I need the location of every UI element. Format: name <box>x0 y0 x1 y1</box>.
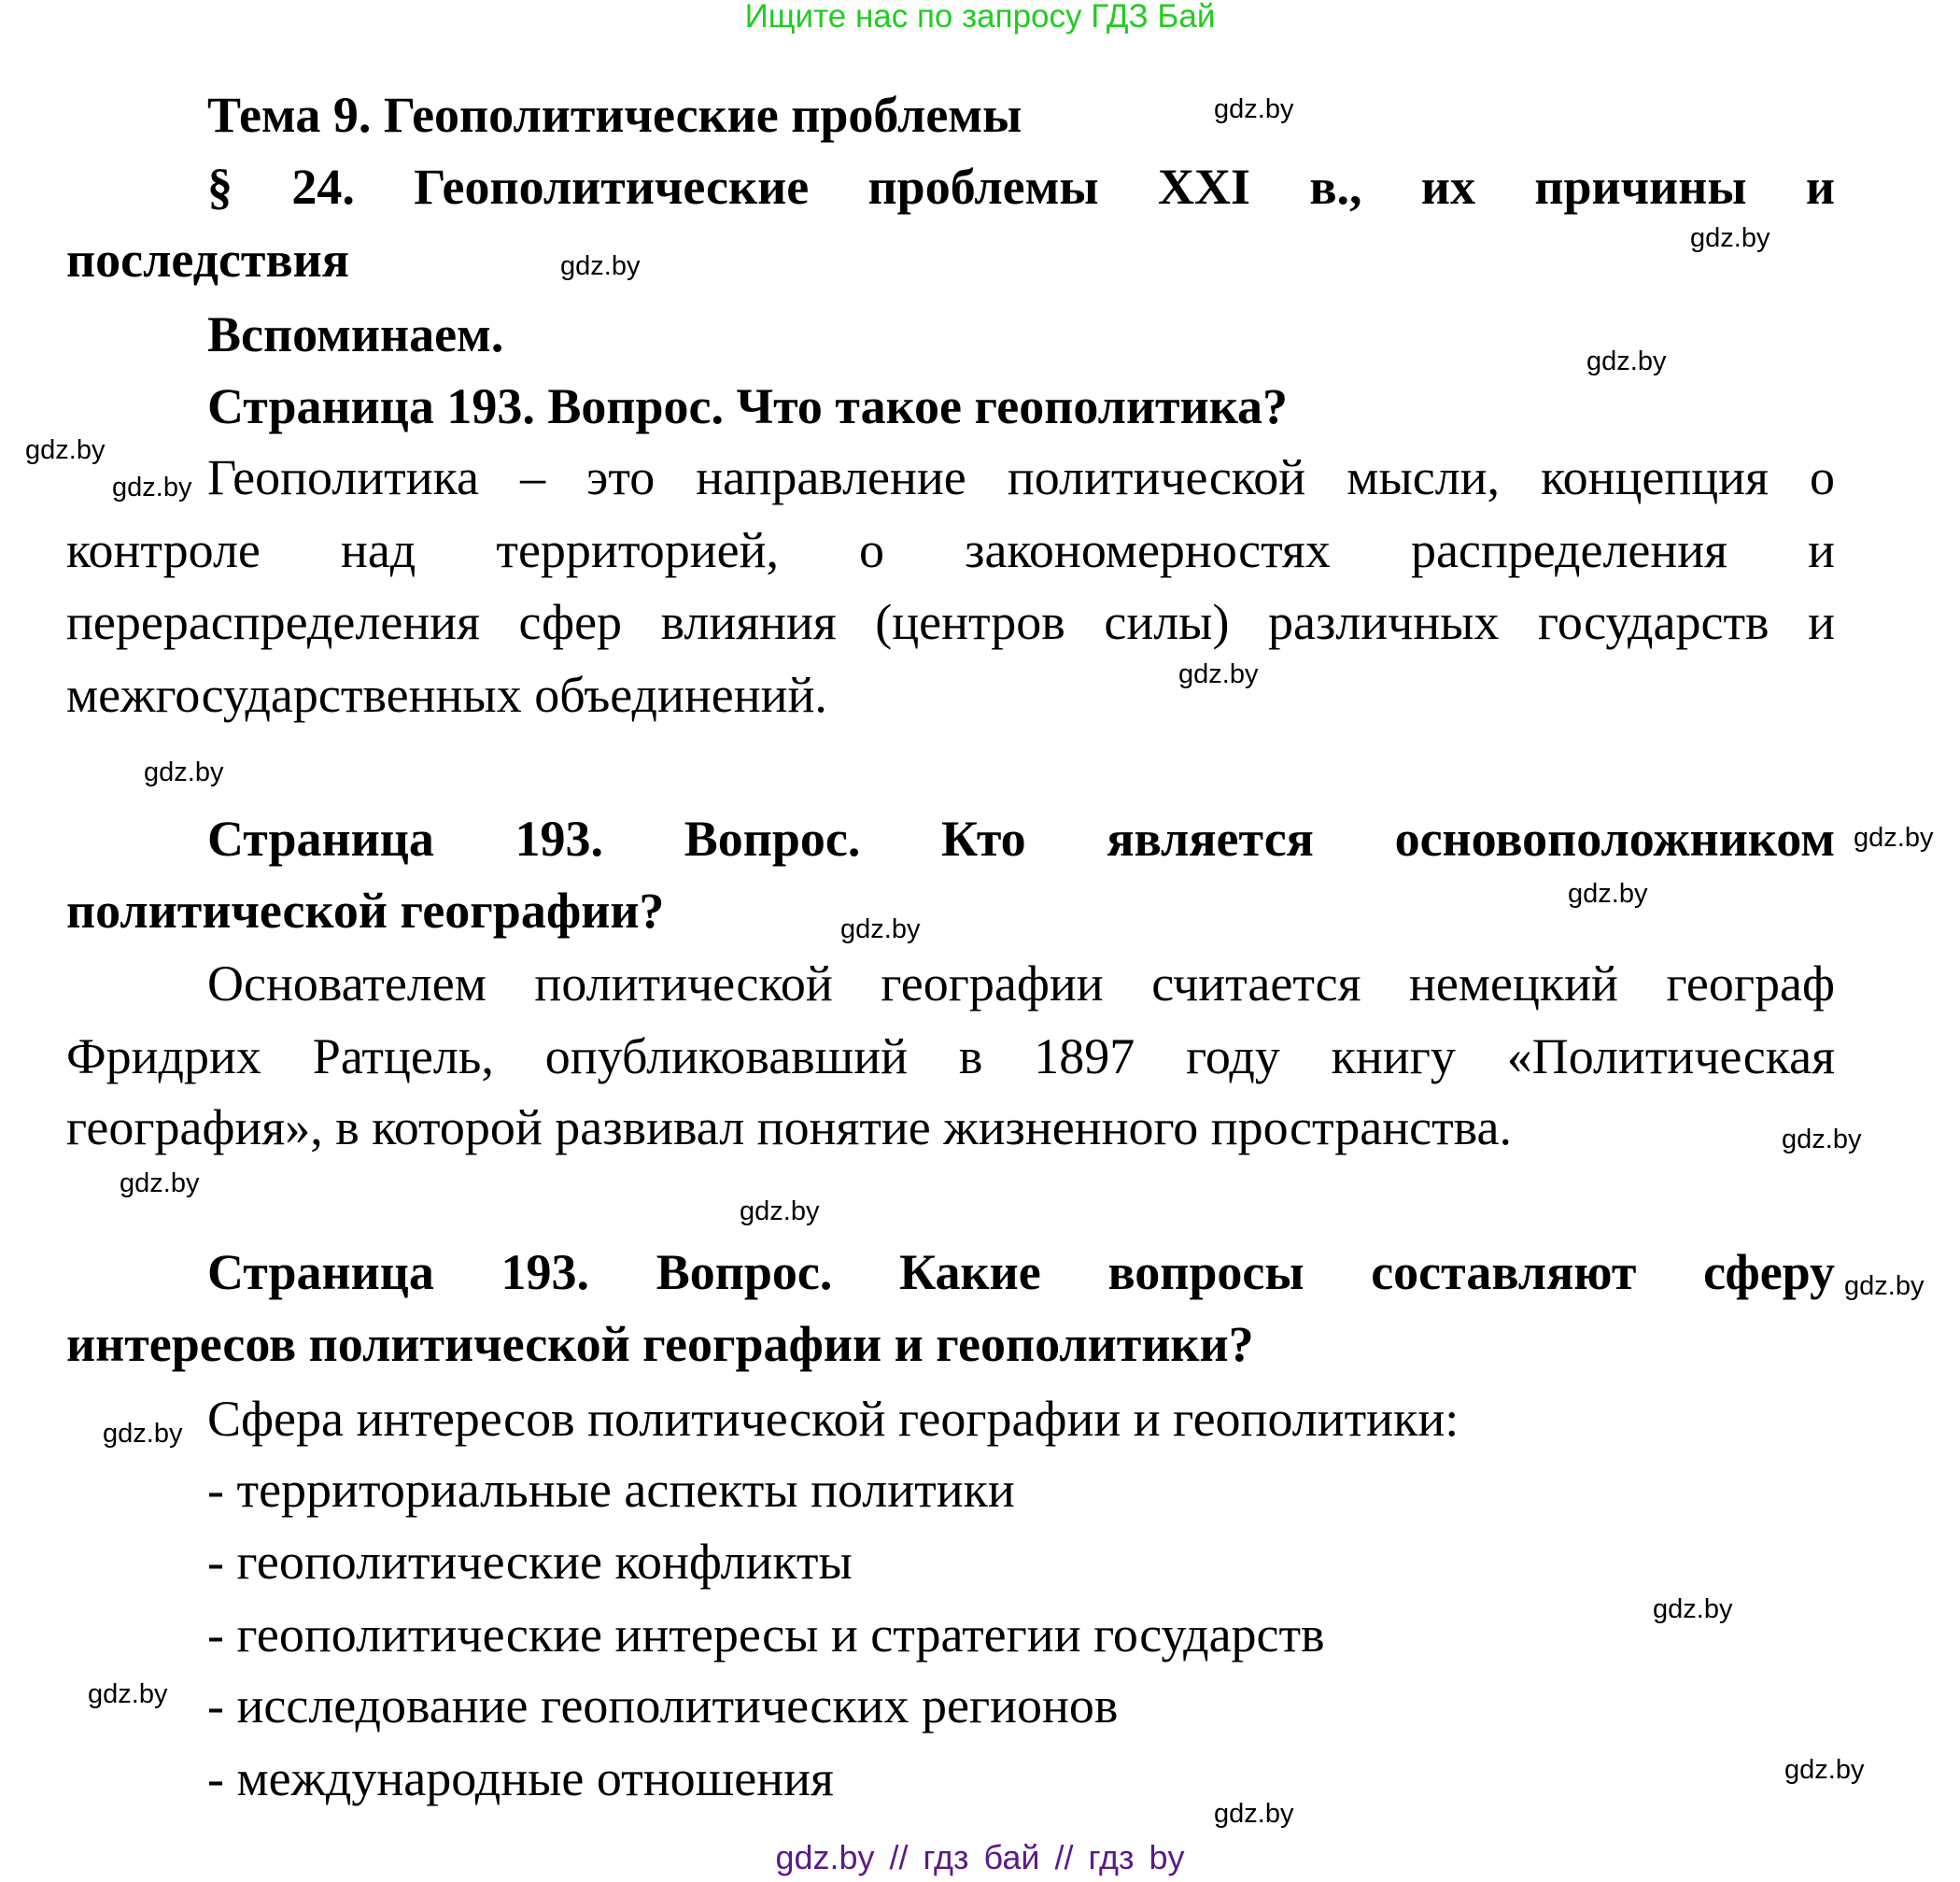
topic-title: Тема 9. Геополитические проблемы <box>207 87 1022 143</box>
watermark: gdz.by <box>1568 879 1648 909</box>
list-item: - территориальные аспекты политики <box>207 1462 1015 1518</box>
answer-3-intro: Сфера интересов политической географии и геополитики: <box>207 1391 1459 1447</box>
watermark: gdz.by <box>112 473 192 502</box>
answer-2-line: география», в которой развивал понятие жизненного пространства. <box>66 1099 1512 1155</box>
question-1: Страница 193. Вопрос. Что такое геополитика? <box>207 378 1288 434</box>
answer-2-line: Фридрих Ратцель, опубликовавший в 1897 году книгу «Политическая <box>66 1028 1835 1084</box>
answer-1-line: межгосударственных объединений. <box>66 667 827 723</box>
answer-1-line: перераспределения сфер влияния (центров силы) различных государств и <box>66 594 1835 650</box>
watermark: gdz.by <box>88 1679 168 1709</box>
section-title-line-1: § 24. Геополитические проблемы XXI в., их причины и <box>207 159 1835 215</box>
watermark: gdz.by <box>1784 1755 1865 1785</box>
answer-1-line: Геополитика – это направление политической мысли, концепция о <box>207 449 1835 505</box>
watermark: gdz.by <box>1690 223 1770 253</box>
list-item: - геополитические конфликты <box>207 1534 853 1590</box>
watermark: gdz.by <box>740 1196 820 1226</box>
watermark: gdz.by <box>120 1168 200 1198</box>
watermark: gdz.by <box>144 757 224 787</box>
recall-heading: Вспоминаем. <box>207 306 504 362</box>
question-2-line: Страница 193. Вопрос. Кто является основоположником <box>207 811 1835 867</box>
watermark: gdz.by <box>1844 1271 1925 1301</box>
watermark: gdz.by <box>1586 347 1667 376</box>
watermark: gdz.by <box>1854 823 1934 853</box>
list-item: - геополитические интересы и стратегии государств <box>207 1606 1325 1663</box>
watermark: gdz.by <box>103 1419 183 1449</box>
watermark: gdz.by <box>25 435 106 465</box>
question-3-line: Страница 193. Вопрос. Какие вопросы составляют сферу <box>207 1244 1835 1300</box>
watermark: gdz.by <box>1178 659 1259 689</box>
watermark: gdz.by <box>840 914 921 944</box>
question-2-line: политической географии? <box>66 883 665 939</box>
watermark: gdz.by <box>1214 94 1294 124</box>
footer-links: gdz.by // гдз бай // гдз by <box>775 1838 1185 1876</box>
watermark: gdz.by <box>1653 1594 1733 1624</box>
list-item: - исследование геополитических регионов <box>207 1677 1119 1733</box>
watermark: gdz.by <box>560 251 641 281</box>
answer-2-line: Основателем политической географии считается немецкий географ <box>207 955 1835 1012</box>
list-item: - международные отношения <box>207 1750 834 1806</box>
watermark: gdz.by <box>1782 1125 1862 1154</box>
search-banner: Ищите нас по запросу ГДЗ Бай <box>744 0 1216 35</box>
section-title-line-2: последствия <box>66 232 349 288</box>
question-3-line: интересов политической географии и геополитики? <box>66 1316 1254 1372</box>
answer-1-line: контроле над территорией, о закономерностях распределения и <box>66 522 1835 578</box>
watermark: gdz.by <box>1214 1799 1294 1829</box>
